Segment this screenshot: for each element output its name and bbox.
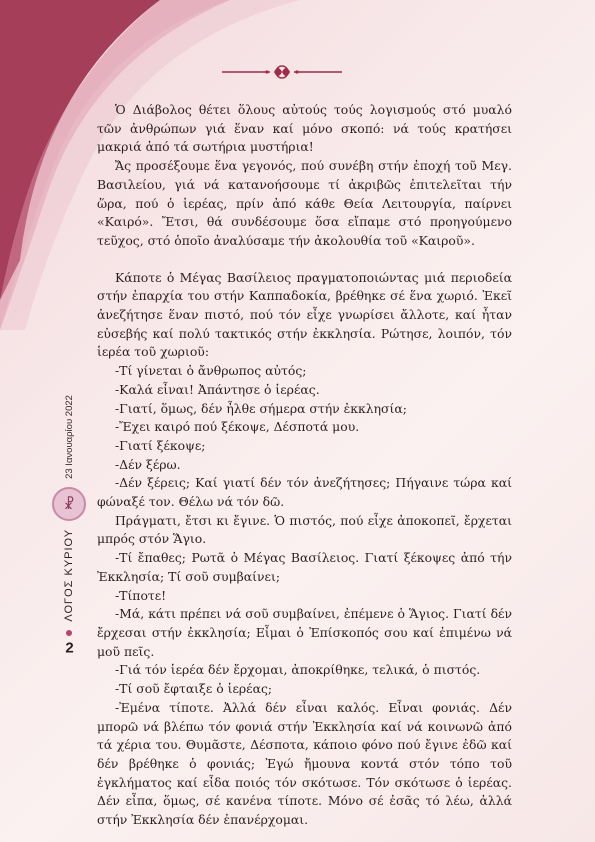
issue-date: 23 Ιανουαρίου 2022 (63, 395, 75, 479)
page-number: 2 (64, 639, 74, 657)
dialogue-line: -Δέν ξέρεις; Καί γιατί δέν τόν ἀνεζήτησες; Πήγαινε τώρα καί φώναξέ τον. Θέλω νά τόν δῶ. (97, 475, 512, 510)
paragraph: Ἄς προσέξουμε ἕνα γεγονός, πού συνέβη στήν ἐποχή τοῦ Μεγ. Βασιλείου, γιά νά κατανοήσουμε τί ἀκριβῶς ἐπιτελεῖται τήν ὥρα, πού ὁ ἱερέας, πρίν ἀπό κάθε Θεία Λειτουργία, παίρνει «Καιρό». Ἔτσι, θά συνδέσουμε ὅσα εἴπαμε στό προηγούμενο τεῦχος, στό ὁποῖο ἀναλύσαμε τήν ἀκολουθία τοῦ «Καιροῦ». (97, 158, 512, 248)
dialogue-line: -Γιατί ξέκοψε; (115, 437, 206, 453)
dialogue-line: -Δέν ξέρω. (115, 456, 181, 472)
dialogue-line: -Μά, κάτι πρέπει νά σοῦ συμβαίνει, ἐπέμενε ὁ Ἅγιος. Γιατί δέν ἔρχεσαι στήν ἐκκλησία; Εἶμαι ὁ Ἐπίσκοπός σου καί ἐπιμένω νά μοῦ πεῖς. (97, 606, 512, 659)
paragraph: Κάποτε ὁ Μέγας Βασίλειος πραγματοποιώντας μιά περιοδεία στήν ἐπαρχία του στήν Καππαδοκία, βρέθηκε σέ ἕνα χωριό. Ἐκεῖ ἀνεζήτησε ἕναν πιστό, πού τόν εἶχε γνωρίσει ἄλλοτε, καί ἦταν εὐσεβής καί πολύ τακτικός στήν ἐκκλησία. Ρώτησε, λοιπόν, τόν ἱερέα τοῦ χωριοῦ: (97, 269, 512, 360)
dialogue-line: -Ἔχει καιρό πού ξέκοψε, Δέσποτά μου. (115, 419, 360, 435)
dialogue-line: -Τί ἔπαθες; Ρωτᾶ ὁ Μέγας Βασίλειος. Γιατί ξέκοψες ἀπό τήν Ἐκκλησία; Τί σοῦ συμβαίνει; (97, 550, 512, 584)
header-ornament-icon (222, 62, 342, 82)
dialogue-line: -Ἐμένα τίποτε. Ἀλλά δέν εἶναι καλός. Εἶναι φονιάς. Δέν μπορῶ νά βλέπω τόν φονιά στήν Ἐκκλησία καί νά κοινωνῶ ἀπό τά χέρια του. Θυμᾶστε, Δέσποτα, κάποιο φόνο πού ἔγινε ἐδῶ καί δέν βρέθηκε ὁ φονιάς; Ἐγώ ἤμουνα κοντά στόν τόπο τοῦ ἐγκλήματος καί εἶδα ποιός τόν σκότωσε. Τόν σκότωσε ὁ ἱερέας. Δέν εἶπα, ὅμως, σέ κανένα τίποτε. Μόνο σέ ἐσᾶς τό λέω, ἀλλά στήν Ἐκκλησία δέν ἐπανέρχομαι. (97, 699, 512, 828)
sidebar-running-head (52, 395, 86, 657)
bullet-dot-icon (66, 630, 72, 636)
dialogue-line: -Τί σοῦ ἔφταιξε ὁ ἱερέας; (115, 681, 273, 697)
dialogue-line: -Τί γίνεται ὁ ἄνθρωπος αὐτός; (115, 363, 307, 379)
magazine-title: ΛΟΓΟΣ ΚΥΡΙΟΥ (63, 528, 75, 622)
article-body (97, 101, 512, 830)
paragraph: Πράγματι, ἔτσι κι ἔγινε. Ὁ πιστός, πού εἶχε ἀποκοπεῖ, ἔρχεται μπρός στόν Ἅγιο. (97, 512, 512, 547)
paragraph: Ὁ Διάβολος θέτει ὅλους αὐτούς τούς λογισμούς στό μυαλό τῶν ἀνθρώπων γιά ἕναν καί μόνο σκοπό: νά τούς κρατήσει μακριά ἀπό τά σωτήρια μυστήρια! (97, 102, 512, 155)
dialogue-line: -Τίποτε! (115, 587, 167, 603)
chi-rho-seal-icon: ☧ (52, 487, 86, 521)
dialogue-line: -Καλά εἶναι! Ἀπάντησε ὁ ἱερέας. (115, 381, 320, 397)
section-gap (97, 251, 512, 269)
dialogue-line: -Γιά τόν ἱερέα δέν ἔρχομαι, ἀποκρίθηκε, τελικά, ὁ πιστός. (115, 662, 481, 678)
dialogue-line: -Γιατί, ὅμως, δέν ἦλθε σήμερα στήν ἐκκλησία; (115, 400, 407, 416)
